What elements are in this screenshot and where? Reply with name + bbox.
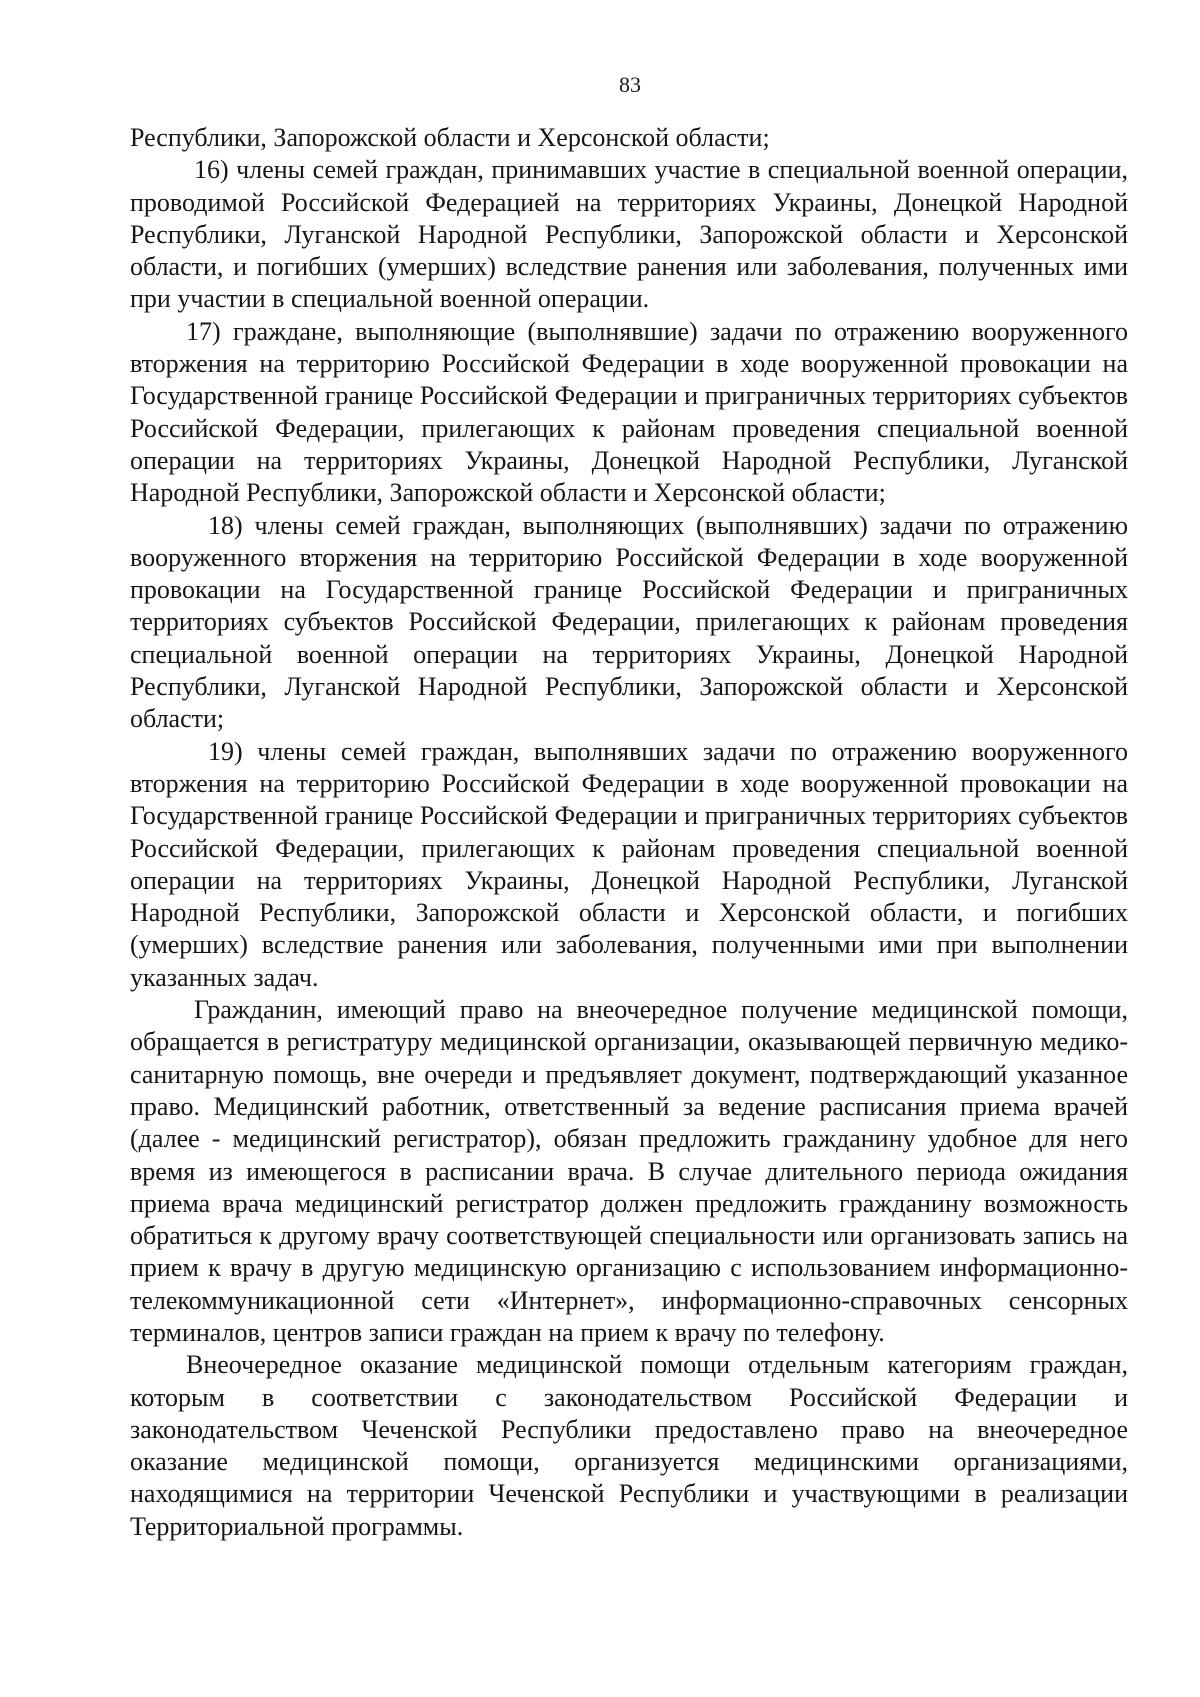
page-number: 83 [619, 72, 641, 97]
paragraph-item-19: 19) члены семей граждан, выполнявших задачи по отражению вооруженного вторжения на территорию Российской Федерации в ходе вооруженной провокации на Государственной границе Российской Федерации и приграничных территориях субъектов Российской Федерации, прилегающих к районам проведения специальной военной операции на территориях Украины, Донецкой Народной Республики, Луганской Народной Республики, Запорожской области и Херсонской области, и погибших (умерших) вследствие ранения или заболевания, полученными ими при выполнении указанных задач. [130, 736, 1128, 992]
paragraph-continuation: Республики, Запорожской области и Херсонской области; [130, 123, 770, 152]
paragraph-priority-care: Внеочередное оказание медицинской помощи отдельным категориям граждан, которым в соответствии с законодательством Российской Федерации и законодательством Чеченской Республики предоставлено право на внеочередное оказание медицинской помощи, организуется медицинскими организациями, находящимися на территории Чеченской Республики и участвующими в реализации Территориальной программы. [130, 1350, 1128, 1541]
paragraph-citizen-rights: Гражданин, имеющий право на внеочередное получение медицинской помощи, обращается в регистратуру медицинской организации, оказывающей первичную медико-санитарную помощь, вне очереди и предъявляет документ, подтверждающий указанное право. Медицинский работник, ответственный за ведение расписания приема врачей (далее - медицинский регистратор), обязан предложить гражданину удобное для него время из имеющегося в расписании врача. В случае длительного периода ожидания приема врача медицинский регистратор должен предложить гражданину возможность обратиться к другому врачу соответствующей специальности или организовать запись на прием к врачу в другую медицинскую организацию с использованием информационно-телекоммуникационной сети «Интернет», информационно-справочных сенсорных терминалов, центров записи граждан на прием к врачу по телефону. [130, 995, 1128, 1347]
paragraph-item-17: 17) граждане, выполняющие (выполнявшие) задачи по отражению вооруженного вторжения на территорию Российской Федерации в ходе вооруженной провокации на Государственной границе Российской Федерации и приграничных территориях субъектов Российской Федерации, прилегающих к районам проведения специальной военной операции на территориях Украины, Донецкой Народной Республики, Луганской Народной Республики, Запорожской области и Херсонской области; [130, 316, 1128, 508]
paragraph-item-16: 16) члены семей граждан, принимавших участие в специальной военной операции, проводимой Российской Федерацией на территориях Украины, Донецкой Народной Республики, Луганской Народной Республики, Запорожской области и Херсонской области, и погибших (умерших) вследствие ранения или заболевания, полученных ими при участии в специальной военной операции. [130, 155, 1128, 314]
document-body [130, 122, 1128, 1543]
paragraph-item-18: 18) члены семей граждан, выполняющих (выполнявших) задачи по отражению вооруженного вторжения на территорию Российской Федерации в ходе вооруженной провокации на Государственной границе Российской Федерации и приграничных территориях субъектов Российской Федерации, прилегающих к районам проведения специальной военной операции на территориях Украины, Донецкой Народной Республики, Луганской Народной Республики, Запорожской области и Херсонской области; [130, 510, 1128, 734]
